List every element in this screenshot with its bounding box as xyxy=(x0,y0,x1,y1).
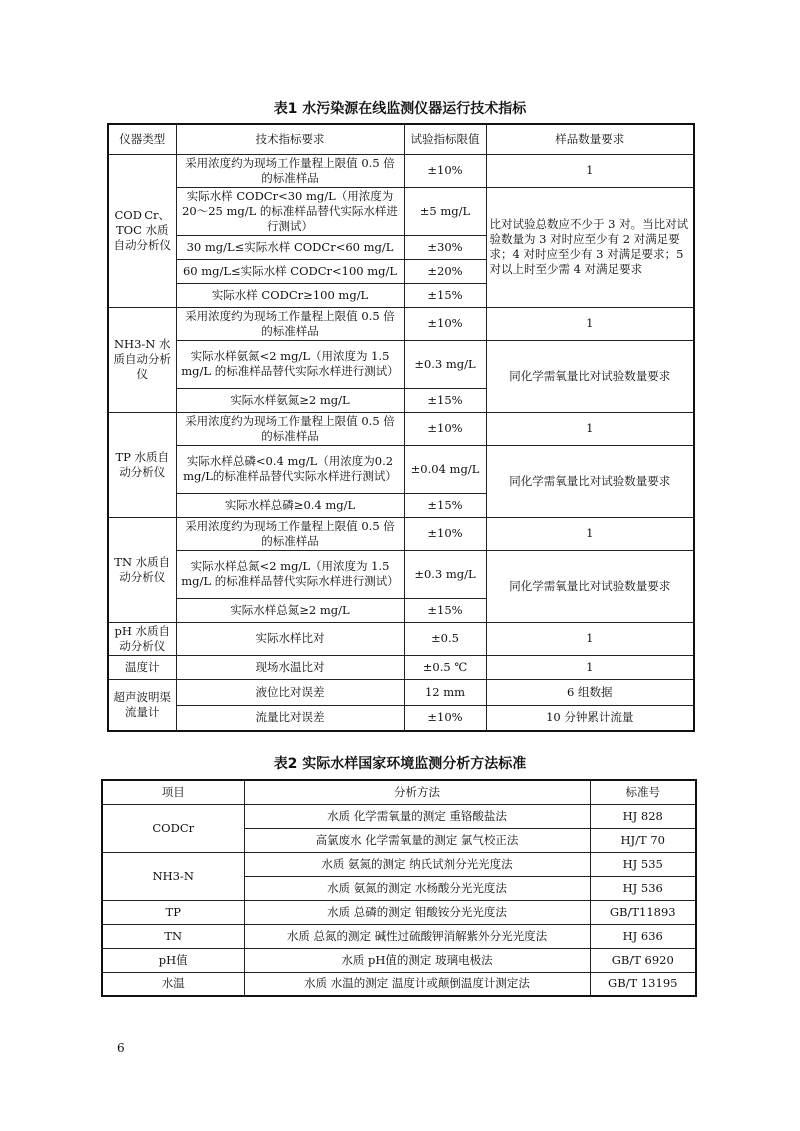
header-requirement: 技术指标要求 xyxy=(176,124,404,154)
header-method: 分析方法 xyxy=(244,780,590,804)
requirement-cell: 实际水样总氮≥2 mg/L xyxy=(176,598,404,622)
sample-count-cell: 1 xyxy=(486,154,694,187)
table-row xyxy=(108,154,694,187)
table-row xyxy=(108,550,694,598)
table1 xyxy=(107,123,695,732)
table-row xyxy=(102,924,696,948)
limit-cell: ±10% xyxy=(404,307,486,340)
requirement-cell: 采用浓度约为现场工作量程上限值 0.5 倍的标准样品 xyxy=(176,517,404,550)
instrument-cell: 温度计 xyxy=(108,655,176,679)
method-cell: 水质 化学需氧量的测定 重铬酸盐法 xyxy=(244,804,590,828)
requirement-cell: 采用浓度约为现场工作量程上限值 0.5 倍的标准样品 xyxy=(176,412,404,445)
standard-cell: HJ 636 xyxy=(590,924,696,948)
table1-header-row xyxy=(108,124,694,154)
limit-cell: ±15% xyxy=(404,493,486,517)
requirement-cell: 实际水样氨氮<2 mg/L（用浓度为 1.5 mg/L 的标准样品替代实际水样进行测试） xyxy=(176,340,404,388)
table-row xyxy=(102,900,696,924)
requirement-cell: 60 mg/L≤实际水样 CODCr<100 mg/L xyxy=(176,259,404,283)
page-number: 6 xyxy=(117,1041,125,1055)
sample-count-cell: 比对试验总数应不少于 3 对。当比对试验数量为 3 对时应至少有 2 对满足要求；4 对时应至少有 3 对满足要求；5 对以上时至少需 4 对满足要求 xyxy=(486,187,694,307)
limit-cell: ±10% xyxy=(404,705,486,731)
header-item: 项目 xyxy=(102,780,244,804)
limit-cell: ±15% xyxy=(404,388,486,412)
instrument-cell: pH 水质自动分析仪 xyxy=(108,622,176,655)
table-row xyxy=(108,679,694,705)
method-cell: 水质 pH值的测定 玻璃电极法 xyxy=(244,948,590,972)
standard-cell: GB/T 13195 xyxy=(590,972,696,996)
sample-count-cell: 1 xyxy=(486,517,694,550)
limit-cell: 12 mm xyxy=(404,679,486,705)
table-row xyxy=(108,517,694,550)
instrument-cell: COD Cr、TOC 水质自动分析仪 xyxy=(108,154,176,307)
sample-count-cell: 1 xyxy=(486,622,694,655)
table2-caption: 表2 实际水样国家环境监测分析方法标准 xyxy=(273,756,527,772)
requirement-cell: 实际水样总磷≥0.4 mg/L xyxy=(176,493,404,517)
table-row xyxy=(102,852,696,876)
sample-count-cell: 1 xyxy=(486,307,694,340)
method-cell: 高氯废水 化学需氧量的测定 氯气校正法 xyxy=(244,828,590,852)
table1-caption: 表1 水污染源在线监测仪器运行技术指标 xyxy=(273,101,527,117)
sample-count-cell: 10 分钟累计流量 xyxy=(486,705,694,731)
header-instrument: 仪器类型 xyxy=(108,124,176,154)
table-row xyxy=(102,948,696,972)
requirement-cell: 实际水样 CODCr≥100 mg/L xyxy=(176,283,404,307)
standard-cell: HJ 536 xyxy=(590,876,696,900)
table-row xyxy=(108,307,694,340)
item-cell: CODCr xyxy=(102,804,244,852)
limit-cell: ±10% xyxy=(404,154,486,187)
requirement-cell: 实际水样氨氮≥2 mg/L xyxy=(176,388,404,412)
instrument-cell: TP 水质自动分析仪 xyxy=(108,412,176,517)
table-row xyxy=(108,655,694,679)
method-cell: 水质 总磷的测定 钼酸铵分光光度法 xyxy=(244,900,590,924)
standard-cell: HJ/T 70 xyxy=(590,828,696,852)
instrument-cell: NH3-N 水质自动分析仪 xyxy=(108,307,176,412)
sample-count-cell: 同化学需氧量比对试验数量要求 xyxy=(486,340,694,412)
table2-header-row xyxy=(102,780,696,804)
standard-cell: GB/T 6920 xyxy=(590,948,696,972)
requirement-cell: 采用浓度约为现场工作量程上限值 0.5 倍的标准样品 xyxy=(176,154,404,187)
standard-cell: GB/T11893 xyxy=(590,900,696,924)
table-row xyxy=(108,705,694,731)
instrument-cell: TN 水质自动分析仪 xyxy=(108,517,176,622)
item-cell: 水温 xyxy=(102,972,244,996)
sample-count-cell: 同化学需氧量比对试验数量要求 xyxy=(486,550,694,622)
sample-count-cell: 同化学需氧量比对试验数量要求 xyxy=(486,445,694,517)
header-standard: 标准号 xyxy=(590,780,696,804)
limit-cell: ±15% xyxy=(404,598,486,622)
table-row xyxy=(108,187,694,235)
method-cell: 水质 总氮的测定 碱性过硫酸钾消解紫外分光光度法 xyxy=(244,924,590,948)
item-cell: pH值 xyxy=(102,948,244,972)
requirement-cell: 液位比对误差 xyxy=(176,679,404,705)
item-cell: NH3-N xyxy=(102,852,244,900)
table-row xyxy=(102,972,696,996)
limit-cell: ±30% xyxy=(404,235,486,259)
limit-cell: ±5 mg/L xyxy=(404,187,486,235)
sample-count-cell: 1 xyxy=(486,655,694,679)
table-row xyxy=(108,622,694,655)
requirement-cell: 实际水样比对 xyxy=(176,622,404,655)
instrument-cell: 超声波明渠流量计 xyxy=(108,679,176,731)
table-row xyxy=(102,804,696,828)
sample-count-cell: 1 xyxy=(486,412,694,445)
requirement-cell: 流量比对误差 xyxy=(176,705,404,731)
requirement-cell: 实际水样总磷<0.4 mg/L（用浓度为0.2 mg/L的标准样品替代实际水样进行测试） xyxy=(176,445,404,493)
limit-cell: ±10% xyxy=(404,517,486,550)
requirement-cell: 实际水样 CODCr<30 mg/L（用浓度为 20～25 mg/L 的标准样品替代实际水样进行测试） xyxy=(176,187,404,235)
limit-cell: ±0.5 ℃ xyxy=(404,655,486,679)
table2 xyxy=(101,779,697,997)
table-row xyxy=(108,445,694,493)
item-cell: TN xyxy=(102,924,244,948)
method-cell: 水质 氨氮的测定 纳氏试剂分光光度法 xyxy=(244,852,590,876)
requirement-cell: 30 mg/L≤实际水样 CODCr<60 mg/L xyxy=(176,235,404,259)
requirement-cell: 现场水温比对 xyxy=(176,655,404,679)
limit-cell: ±0.3 mg/L xyxy=(404,340,486,388)
header-limit: 试验指标限值 xyxy=(404,124,486,154)
standard-cell: HJ 828 xyxy=(590,804,696,828)
method-cell: 水质 氨氮的测定 水杨酸分光光度法 xyxy=(244,876,590,900)
standard-cell: HJ 535 xyxy=(590,852,696,876)
sample-count-cell: 6 组数据 xyxy=(486,679,694,705)
requirement-cell: 采用浓度约为现场工作量程上限值 0.5 倍的标准样品 xyxy=(176,307,404,340)
table-row xyxy=(108,340,694,388)
limit-cell: ±0.3 mg/L xyxy=(404,550,486,598)
limit-cell: ±15% xyxy=(404,283,486,307)
table-row xyxy=(108,412,694,445)
header-sample-count: 样品数量要求 xyxy=(486,124,694,154)
requirement-cell: 实际水样总氮<2 mg/L（用浓度为 1.5 mg/L 的标准样品替代实际水样进行测试） xyxy=(176,550,404,598)
limit-cell: ±10% xyxy=(404,412,486,445)
method-cell: 水质 水温的测定 温度计或颠倒温度计测定法 xyxy=(244,972,590,996)
item-cell: TP xyxy=(102,900,244,924)
limit-cell: ±20% xyxy=(404,259,486,283)
limit-cell: ±0.5 xyxy=(404,622,486,655)
limit-cell: ±0.04 mg/L xyxy=(404,445,486,493)
